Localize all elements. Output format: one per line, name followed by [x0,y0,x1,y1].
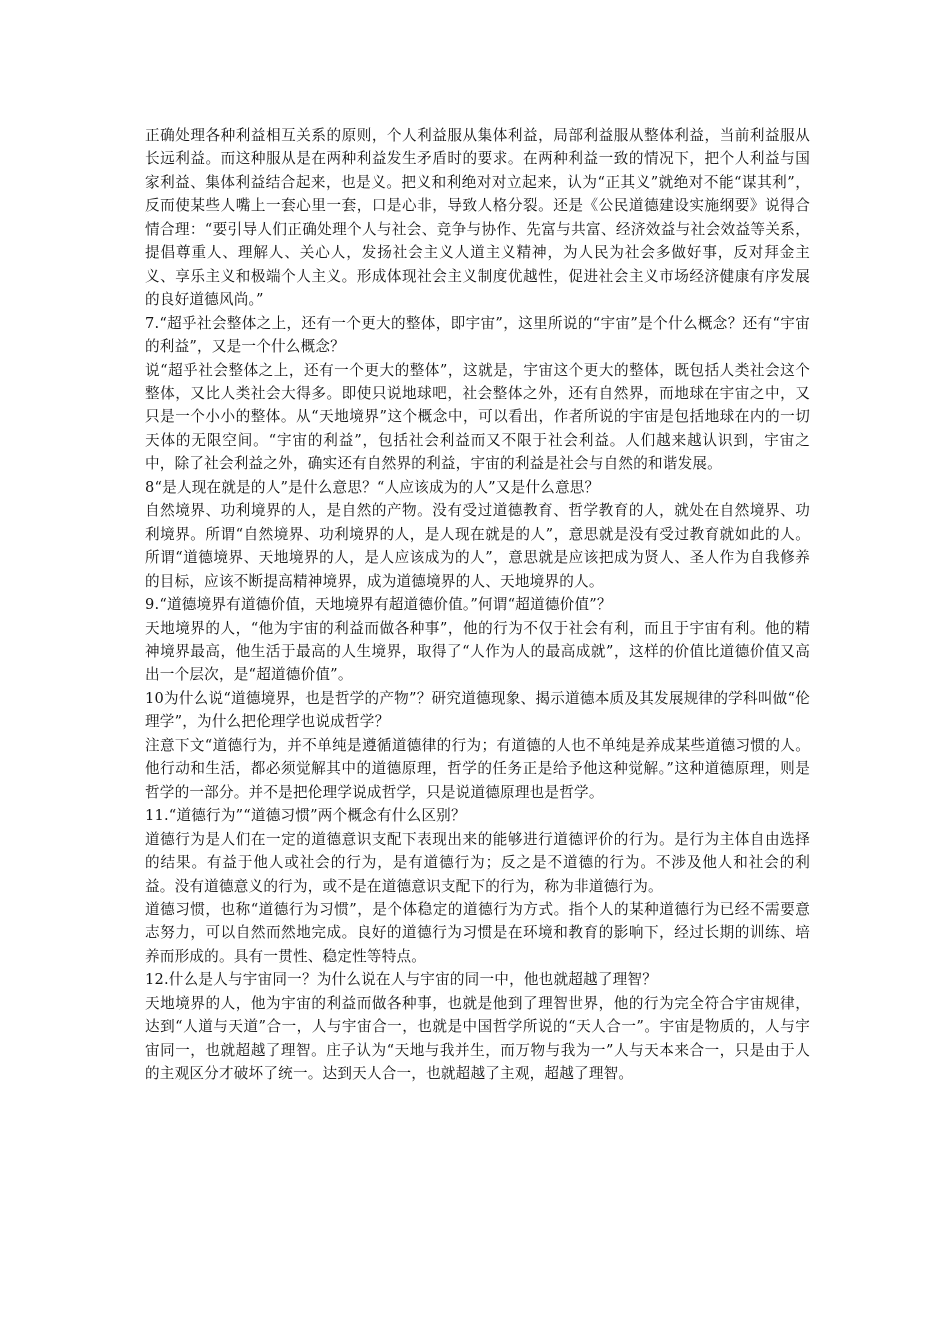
answer-11-moral-habit: 道德习惯，也称“道德行为习惯”，是个体稳定的道德行为方式。指个人的某种道德行为已经不需要意志努力，可以自然而然地完成。良好的道德行为习惯是在环境和教育的影响下，经过长期的训练、培养而形成的。具有一贯性、稳定性等特点。 [145,900,810,965]
answer-9: 天地境界的人，“他为宇宙的利益而做各种事”，他的行为不仅于社会有利，而且于宇宙有利。他的精神境界最高，他生活于最高的人生境界，取得了“人作为人的最高成就”，这样的价值比道德价值又高出一个层次，是“超道德价值”。 [145,619,810,684]
answer-10: 注意下文“道德行为，并不单纯是遵循道德律的行为；有道德的人也不单纯是养成某些道德习惯的人。他行动和生活，都必须觉解其中的道德原理，哲学的任务正是给予他这种觉解。”这种道德原理，则是哲学的一部分。并不是把伦理学说成哲学，只是说道德原理也是哲学。 [145,736,810,801]
paragraph-righteousness-and-profit: 正确处理各种利益相互关系的原则，个人利益服从集体利益，局部利益服从整体利益，当前利益服从长远利益。而这种服从是在两种利益发生矛盾时的要求。在两种利益一致的情况下，把个人利益与国家利益、集体利益结合起来，也是义。把义和利绝对对立起来，认为“正其义”就绝对不能“谋其利”，反而使某些人嘴上一套心里一套，口是心非，导致人格分裂。还是《公民道德建设实施纲要》说得合情合理：“要引导人们正确处理个人与社会、竞争与协作、先富与共富、经济效益与社会效益等关系，提倡尊重人、理解人、关心人，发扬社会主义人道主义精神，为人民为社会多做好事，反对拜金主义、享乐主义和极端个人主义。形成体现社会主义制度优越性，促进社会主义市场经济健康有序发展的良好道德风尚。” [145,127,810,309]
answer-8: 自然境界、功利境界的人，是自然的产物。没有受过道德教育、哲学教育的人，就处在自然境界、功利境界。所谓“自然境界、功利境界的人，是人现在就是的人”，意思就是没有受过教育就如此的人。所谓“道德境界、天地境界的人，是人应该成为的人”，意思就是应该把成为贤人、圣人作为自我修养的目标，应该不断提高精神境界，成为道德境界的人、天地境界的人。 [145,502,810,590]
document-body [145,124,810,1086]
question-8: 8“是人现在就是的人”是什么意思？“人应该成为的人”又是什么意思？ [145,478,600,496]
question-12: 12.什么是人与宇宙同一？为什么说在人与宇宙的同一中，他也就超越了理智？ [145,971,658,989]
answer-7: 说“超乎社会整体之上，还有一个更大的整体”，这就是，宇宙这个更大的整体，既包括人类社会这个整体，又比人类社会大得多。即使只说地球吧，社会整体之外，还有自然界，而地球在宇宙之中，又只是一个小小的整体。从“天地境界”这个概念中，可以看出，作者所说的宇宙是包括地球在内的一切天体的无限空间。“宇宙的利益”，包括社会利益而又不限于社会利益。人们越来越认识到，宇宙之中，除了社会利益之外，确实还有自然界的利益，宇宙的利益是社会与自然的和谐发展。 [145,361,810,473]
answer-12: 天地境界的人，他为宇宙的利益而做各种事，也就是他到了理智世界，他的行为完全符合宇宙规律，达到“人道与天道”合一，人与宇宙合一，也就是中国哲学所说的“天人合一”。宇宙是物质的，人与宇宙同一，也就超越了理智。庄子认为“天地与我并生，而万物与我为一”人与天本来合一，只是由于人的主观区分才破坏了统一。达到天人合一，也就超越了主观，超越了理智。 [145,994,810,1083]
question-10: 10为什么说“道德境界，也是哲学的产物”？研究道德现象、揭示道德本质及其发展规律的学科叫做“伦理学”，为什么把伦理学也说成哲学？ [145,689,810,731]
question-11: 11.“道德行为”“道德习惯”两个概念有什么区别？ [145,807,466,825]
question-7: 7.“超乎社会整体之上，还有一个更大的整体，即宇宙”，这里所说的“宇宙”是个什么概念？还有“宇宙的利益”，又是一个什么概念？ [145,314,810,356]
question-9: 9.“道德境界有道德价值，天地境界有超道德价值。”何谓“超道德价值”？ [145,596,612,614]
answer-11-moral-behavior: 道德行为是人们在一定的道德意识支配下表现出来的能够进行道德评价的行为。是行为主体自由选择的结果。有益于他人或社会的行为，是有道德行为；反之是不道德的行为。不涉及他人和社会的利益。没有道德意义的行为，或不是在道德意识支配下的行为，称为非道德行为。 [145,830,810,895]
